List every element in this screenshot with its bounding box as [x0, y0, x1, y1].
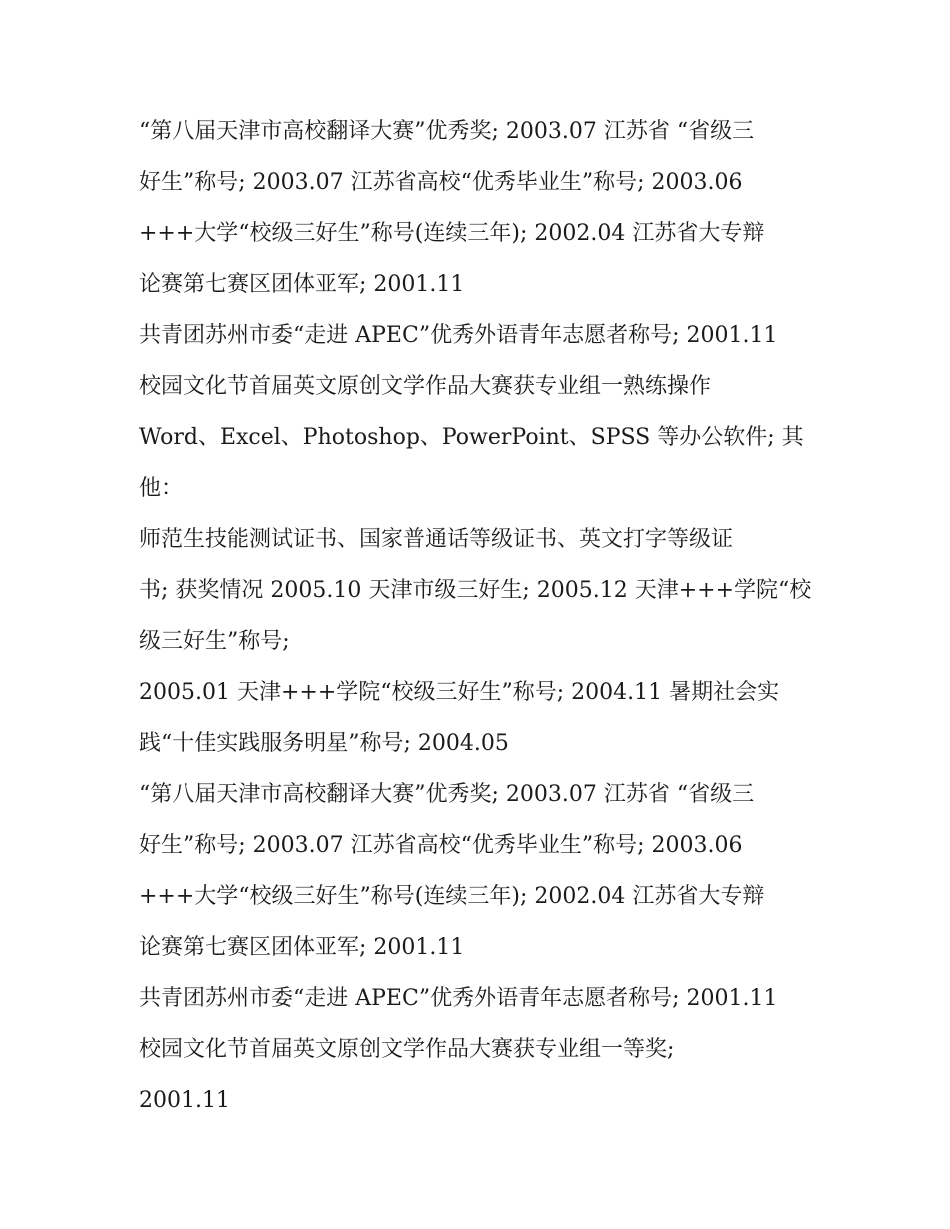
- text-line: +++大学“校级三好生”称号(连续三年); 2002.04 江苏省大专辩: [139, 221, 765, 246]
- text-line: 践“十佳实践服务明星”称号; 2004.05: [139, 731, 509, 756]
- text-line: +++大学“校级三好生”称号(连续三年); 2002.04 江苏省大专辩: [139, 884, 765, 909]
- text-line: 校园文化节首届英文原创文学作品大赛获专业组一等奖;: [139, 1037, 675, 1062]
- text-line: Word、Excel、Photoshop、PowerPoint、SPSS 等办公软件; 其: [139, 425, 804, 450]
- text-line: 论赛第七赛区团体亚军; 2001.11: [139, 935, 465, 960]
- text-line: 级三好生”称号;: [139, 629, 290, 654]
- text-line: 书; 获奖情况 2005.10 天津市级三好生; 2005.12 天津+++学院“校: [139, 578, 812, 603]
- text-line: 2005.01 天津+++学院“校级三好生”称号; 2004.11 暑期社会实: [139, 680, 780, 705]
- text-line: 好生”称号; 2003.07 江苏省高校“优秀毕业生”称号; 2003.06: [139, 833, 743, 858]
- document-body: [139, 106, 829, 1126]
- text-line: 师范生技能测试证书、国家普通话等级证书、英文打字等级证: [139, 527, 734, 552]
- text-line: 2001.11: [139, 1088, 230, 1113]
- text-line: “第八届天津市高校翻译大赛”优秀奖; 2003.07 江苏省 “省级三: [139, 782, 755, 807]
- text-line: 共青团苏州市委“走进 APEC”优秀外语青年志愿者称号; 2001.11: [139, 323, 778, 348]
- text-line: 共青团苏州市委“走进 APEC”优秀外语青年志愿者称号; 2001.11: [139, 986, 778, 1011]
- text-line: 校园文化节首届英文原创文学作品大赛获专业组一熟练操作: [139, 374, 712, 399]
- text-line: 他：: [139, 476, 184, 501]
- text-line: “第八届天津市高校翻译大赛”优秀奖; 2003.07 江苏省 “省级三: [139, 119, 755, 144]
- text-line: 论赛第七赛区团体亚军; 2001.11: [139, 272, 465, 297]
- text-line: 好生”称号; 2003.07 江苏省高校“优秀毕业生”称号; 2003.06: [139, 170, 743, 195]
